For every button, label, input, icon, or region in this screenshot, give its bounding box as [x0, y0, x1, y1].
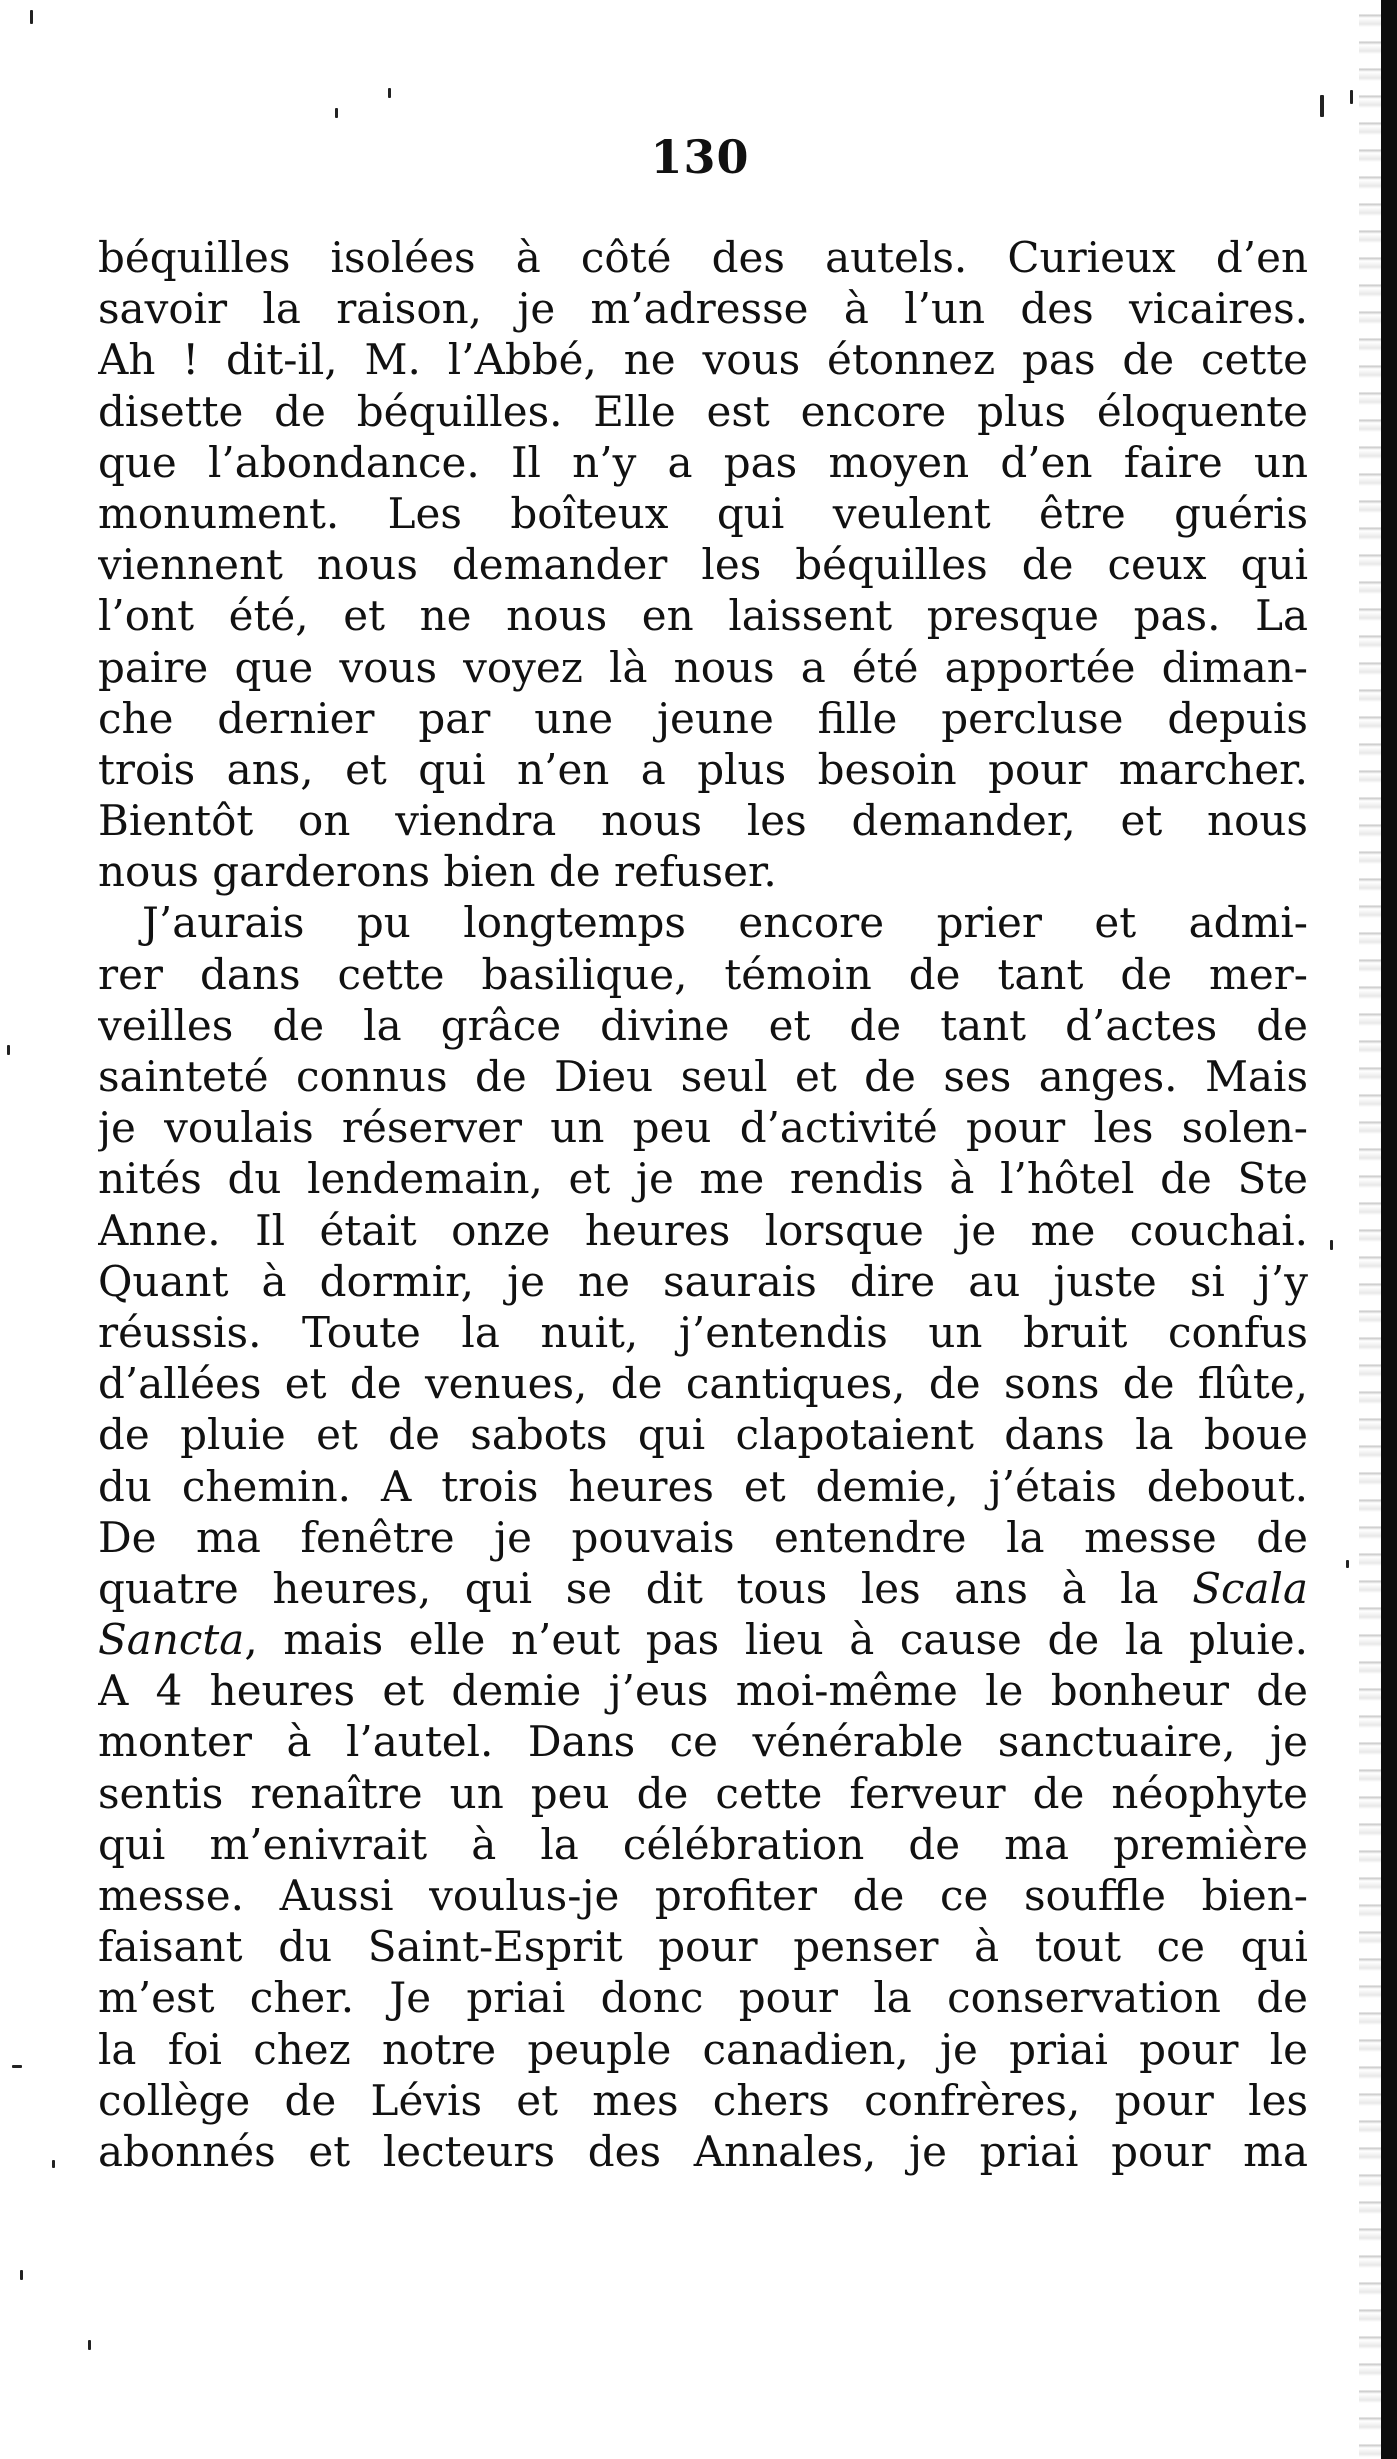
line-text: Anne. Il était onze heures lorsque je me couchai. [98, 1205, 1308, 1255]
text-line [98, 1153, 1308, 1204]
text-line [98, 1461, 1308, 1512]
line-text: réussis. Toute la nuit, j’entendis un bruit confus [98, 1307, 1308, 1357]
scan-speck [335, 108, 338, 118]
line-text: abonnés et lecteurs des Annales, je priai pour ma [98, 2126, 1308, 2176]
scan-speck [20, 2270, 23, 2280]
line-text: Bientôt on viendra nous les demander, et nous [98, 796, 1308, 846]
line-text: monter à l’autel. Dans ce vénérable sanctuaire, je [98, 1717, 1308, 1767]
line-text: messe. Aussi voulus-je profiter de ce souffle bien- [98, 1871, 1308, 1920]
line-text: faisant du Saint-Esprit pour penser à tout ce qui [98, 1922, 1308, 1972]
text-line [98, 437, 1308, 488]
text-line [98, 1563, 1308, 1614]
line-text: que l’abondance. Il n’y a pas moyen d’en faire un [98, 437, 1308, 487]
line-text: A 4 heures et demie j’eus moi-même le bonheur de [98, 1666, 1308, 1716]
text-line [98, 539, 1308, 590]
line-text: m’est cher. Je priai donc pour la conservation de [98, 1973, 1308, 2023]
text-line [98, 2126, 1308, 2177]
italic-text: Scala [1192, 1563, 1308, 1613]
body-text [98, 232, 1308, 2177]
line-text: quatre heures, qui se dit tous les ans à la [98, 1563, 1159, 1613]
scan-speck [7, 1045, 10, 1055]
text-line [98, 590, 1308, 641]
text-line [98, 488, 1308, 539]
line-text: veilles de la grâce divine et de tant d’actes de [98, 1000, 1308, 1050]
text-line [98, 949, 1308, 1000]
text-line [98, 1512, 1308, 1563]
text-line [98, 642, 1308, 693]
line-text: collège de Lévis et mes chers confrères, pour les [98, 2075, 1308, 2125]
text-line [98, 1870, 1308, 1921]
text-line [98, 2024, 1308, 2075]
scan-speck [1350, 90, 1353, 104]
text-line [98, 2075, 1308, 2126]
line-text: monument. Les boîteux qui veulent être guéris [98, 488, 1308, 538]
text-line [98, 1205, 1308, 1256]
text-line [98, 386, 1308, 437]
text-line [98, 1972, 1308, 2023]
line-text: , mais elle n’eut pas lieu à cause de la pluie. [244, 1615, 1308, 1665]
line-text: Ah ! dit-il, M. l’Abbé, ne vous étonnez pas de cette [98, 335, 1308, 385]
text-line [98, 1921, 1308, 1972]
line-text: nous garderons bien de refuser. [98, 847, 777, 897]
scan-speck [1330, 1240, 1333, 1250]
line-text: Quant à dormir, je ne saurais dire au juste si j’y [98, 1256, 1308, 1306]
line-text: trois ans, et qui n’en a plus besoin pour marcher. [98, 744, 1308, 794]
line-text: d’allées et de venues, de cantiques, de sons de flûte, [98, 1359, 1308, 1409]
line-text: J’aurais pu longtemps encore prier et admi- [142, 898, 1308, 948]
text-line [98, 1051, 1308, 1102]
line-text: l’ont été, et ne nous en laissent presque pas. La [98, 591, 1308, 641]
text-line [98, 1358, 1308, 1409]
line-text: De ma fenêtre je pouvais entendre la messe de [98, 1512, 1308, 1562]
text-line [98, 232, 1308, 283]
binding-shadow [1359, 0, 1381, 2459]
line-text: de pluie et de sabots qui clapotaient dans la boue [98, 1410, 1308, 1460]
line-text: qui m’enivrait à la célébration de ma première [98, 1819, 1308, 1869]
line-text: la foi chez notre peuple canadien, je priai pour le [98, 2024, 1308, 2074]
line-text: savoir la raison, je m’adresse à l’un des vicaires. [98, 284, 1308, 334]
text-line [98, 1768, 1308, 1819]
line-text: viennent nous demander les béquilles de ceux qui [98, 540, 1308, 590]
text-line [98, 897, 1308, 948]
text-line [98, 1716, 1308, 1767]
scan-speck [1346, 1560, 1349, 1568]
line-text: che dernier par une jeune fille percluse depuis [98, 693, 1308, 743]
line-text: du chemin. A trois heures et demie, j’étais debout. [98, 1461, 1308, 1511]
text-line [98, 334, 1308, 385]
line-text: disette de béquilles. Elle est encore plus éloquente [98, 386, 1308, 436]
line-text: sainteté connus de Dieu seul et de ses anges. Mais [98, 1052, 1308, 1101]
line-text: je voulais réserver un peu d’activité pour les solen- [98, 1103, 1308, 1153]
text-line [98, 1665, 1308, 1716]
text-line [98, 1819, 1308, 1870]
line-text: paire que vous voyez là nous a été apportée diman- [98, 642, 1308, 692]
italic-text: Sancta [98, 1615, 245, 1665]
text-line [98, 1102, 1308, 1153]
page-number: 130 [650, 130, 750, 184]
line-text: sentis renaître un peu de cette ferveur de néophyte [98, 1768, 1308, 1818]
line-text: rer dans cette basilique, témoin de tant de mer- [98, 949, 1308, 999]
text-line [98, 283, 1308, 334]
text-line [98, 744, 1308, 795]
text-line [98, 1307, 1308, 1358]
line-text: béquilles isolées à côté des autels. Curieux d’en [98, 233, 1308, 282]
text-line [98, 1256, 1308, 1307]
scan-speck [12, 2065, 22, 2068]
binding-edge [1381, 0, 1397, 2459]
scan-speck [88, 2340, 91, 2350]
text-line [98, 795, 1308, 846]
text-line [98, 846, 1308, 897]
scan-speck [52, 2160, 55, 2168]
scan-speck [388, 88, 391, 98]
scan-speck [30, 10, 33, 24]
scan-speck [1320, 95, 1324, 117]
text-line [98, 1000, 1308, 1051]
line-text: nités du lendemain, et je me rendis à l’hôtel de Ste [98, 1154, 1308, 1204]
text-line [98, 1409, 1308, 1460]
text-line [98, 1614, 1308, 1665]
text-line [98, 693, 1308, 744]
